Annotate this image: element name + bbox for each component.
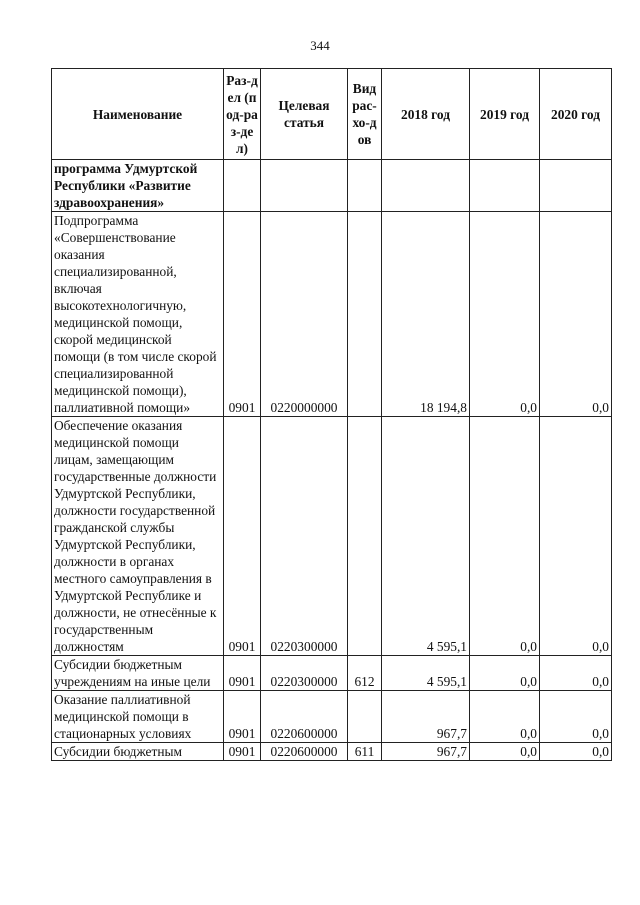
cell-2019: 0,0 bbox=[470, 691, 540, 743]
cell-expense bbox=[348, 160, 382, 212]
header-2020: 2020 год bbox=[540, 69, 612, 160]
table-row bbox=[52, 743, 612, 761]
cell-2020: 0,0 bbox=[540, 212, 612, 417]
cell-2018: 967,7 bbox=[382, 743, 470, 761]
table-row bbox=[52, 691, 612, 743]
cell-expense: 612 bbox=[348, 656, 382, 691]
cell-target: 0220000000 bbox=[261, 212, 348, 417]
cell-2020: 0,0 bbox=[540, 656, 612, 691]
page-number: 344 bbox=[310, 38, 330, 53]
cell-section: 0901 bbox=[224, 743, 261, 761]
table-row bbox=[52, 212, 612, 417]
cell-target: 0220600000 bbox=[261, 691, 348, 743]
header-expense bbox=[348, 69, 382, 160]
cell-2019 bbox=[470, 160, 540, 212]
header-target: Целевая статья bbox=[261, 69, 348, 160]
cell-target: 0220300000 bbox=[261, 656, 348, 691]
cell-expense bbox=[348, 417, 382, 656]
cell-2019: 0,0 bbox=[470, 656, 540, 691]
cell-name: Субсидии бюджетным bbox=[52, 743, 224, 761]
header-2018: 2018 год bbox=[382, 69, 470, 160]
header-section-label: Раз-дел (под-раз-дел) bbox=[226, 72, 258, 156]
table-body bbox=[52, 160, 612, 761]
cell-2020: 0,0 bbox=[540, 691, 612, 743]
cell-target: 0220300000 bbox=[261, 417, 348, 656]
cell-name: Обеспечение оказания медицинской помощи лицам, замещающим государственные должности Удмуртской Республики, должности государственной гражданской службы Удмуртской Республики, должности в органах местного самоуправления в Удмуртской Республике и должности, не отнесённые к государственным должностям bbox=[52, 417, 224, 656]
header-2019: 2019 год bbox=[470, 69, 540, 160]
cell-expense bbox=[348, 691, 382, 743]
cell-2018: 967,7 bbox=[382, 691, 470, 743]
header-name: Наименование bbox=[52, 69, 224, 160]
cell-section: 0901 bbox=[224, 212, 261, 417]
cell-2020: 0,0 bbox=[540, 743, 612, 761]
cell-2018 bbox=[382, 160, 470, 212]
cell-2018: 18 194,8 bbox=[382, 212, 470, 417]
header-expense-label: Вид рас-хо-дов bbox=[352, 81, 377, 147]
cell-section: 0901 bbox=[224, 691, 261, 743]
cell-2020: 0,0 bbox=[540, 417, 612, 656]
cell-section bbox=[224, 160, 261, 212]
cell-2018: 4 595,1 bbox=[382, 417, 470, 656]
table-row bbox=[52, 656, 612, 691]
budget-table bbox=[51, 68, 612, 761]
table-row bbox=[52, 160, 612, 212]
cell-2020 bbox=[540, 160, 612, 212]
cell-section: 0901 bbox=[224, 417, 261, 656]
cell-name: Подпрограмма «Совершенствование оказания специализированной, включая высокотехнологичную, медицинской помощи, скорой медицинской помощи (в том числе скорой специализированной медицинской помощи), паллиативной помощи» bbox=[52, 212, 224, 417]
cell-section: 0901 bbox=[224, 656, 261, 691]
cell-2019: 0,0 bbox=[470, 212, 540, 417]
cell-name: программа Удмуртской Республики «Развитие здравоохранения» bbox=[52, 160, 224, 212]
table-row bbox=[52, 417, 612, 656]
cell-2018: 4 595,1 bbox=[382, 656, 470, 691]
cell-2019: 0,0 bbox=[470, 743, 540, 761]
cell-2019: 0,0 bbox=[470, 417, 540, 656]
cell-name: Оказание паллиативной медицинской помощи в стационарных условиях bbox=[52, 691, 224, 743]
cell-expense bbox=[348, 212, 382, 417]
cell-target bbox=[261, 160, 348, 212]
table-header-row bbox=[52, 69, 612, 160]
cell-name: Субсидии бюджетным учреждениям на иные цели bbox=[52, 656, 224, 691]
cell-target: 0220600000 bbox=[261, 743, 348, 761]
header-section bbox=[224, 69, 261, 160]
cell-expense: 611 bbox=[348, 743, 382, 761]
